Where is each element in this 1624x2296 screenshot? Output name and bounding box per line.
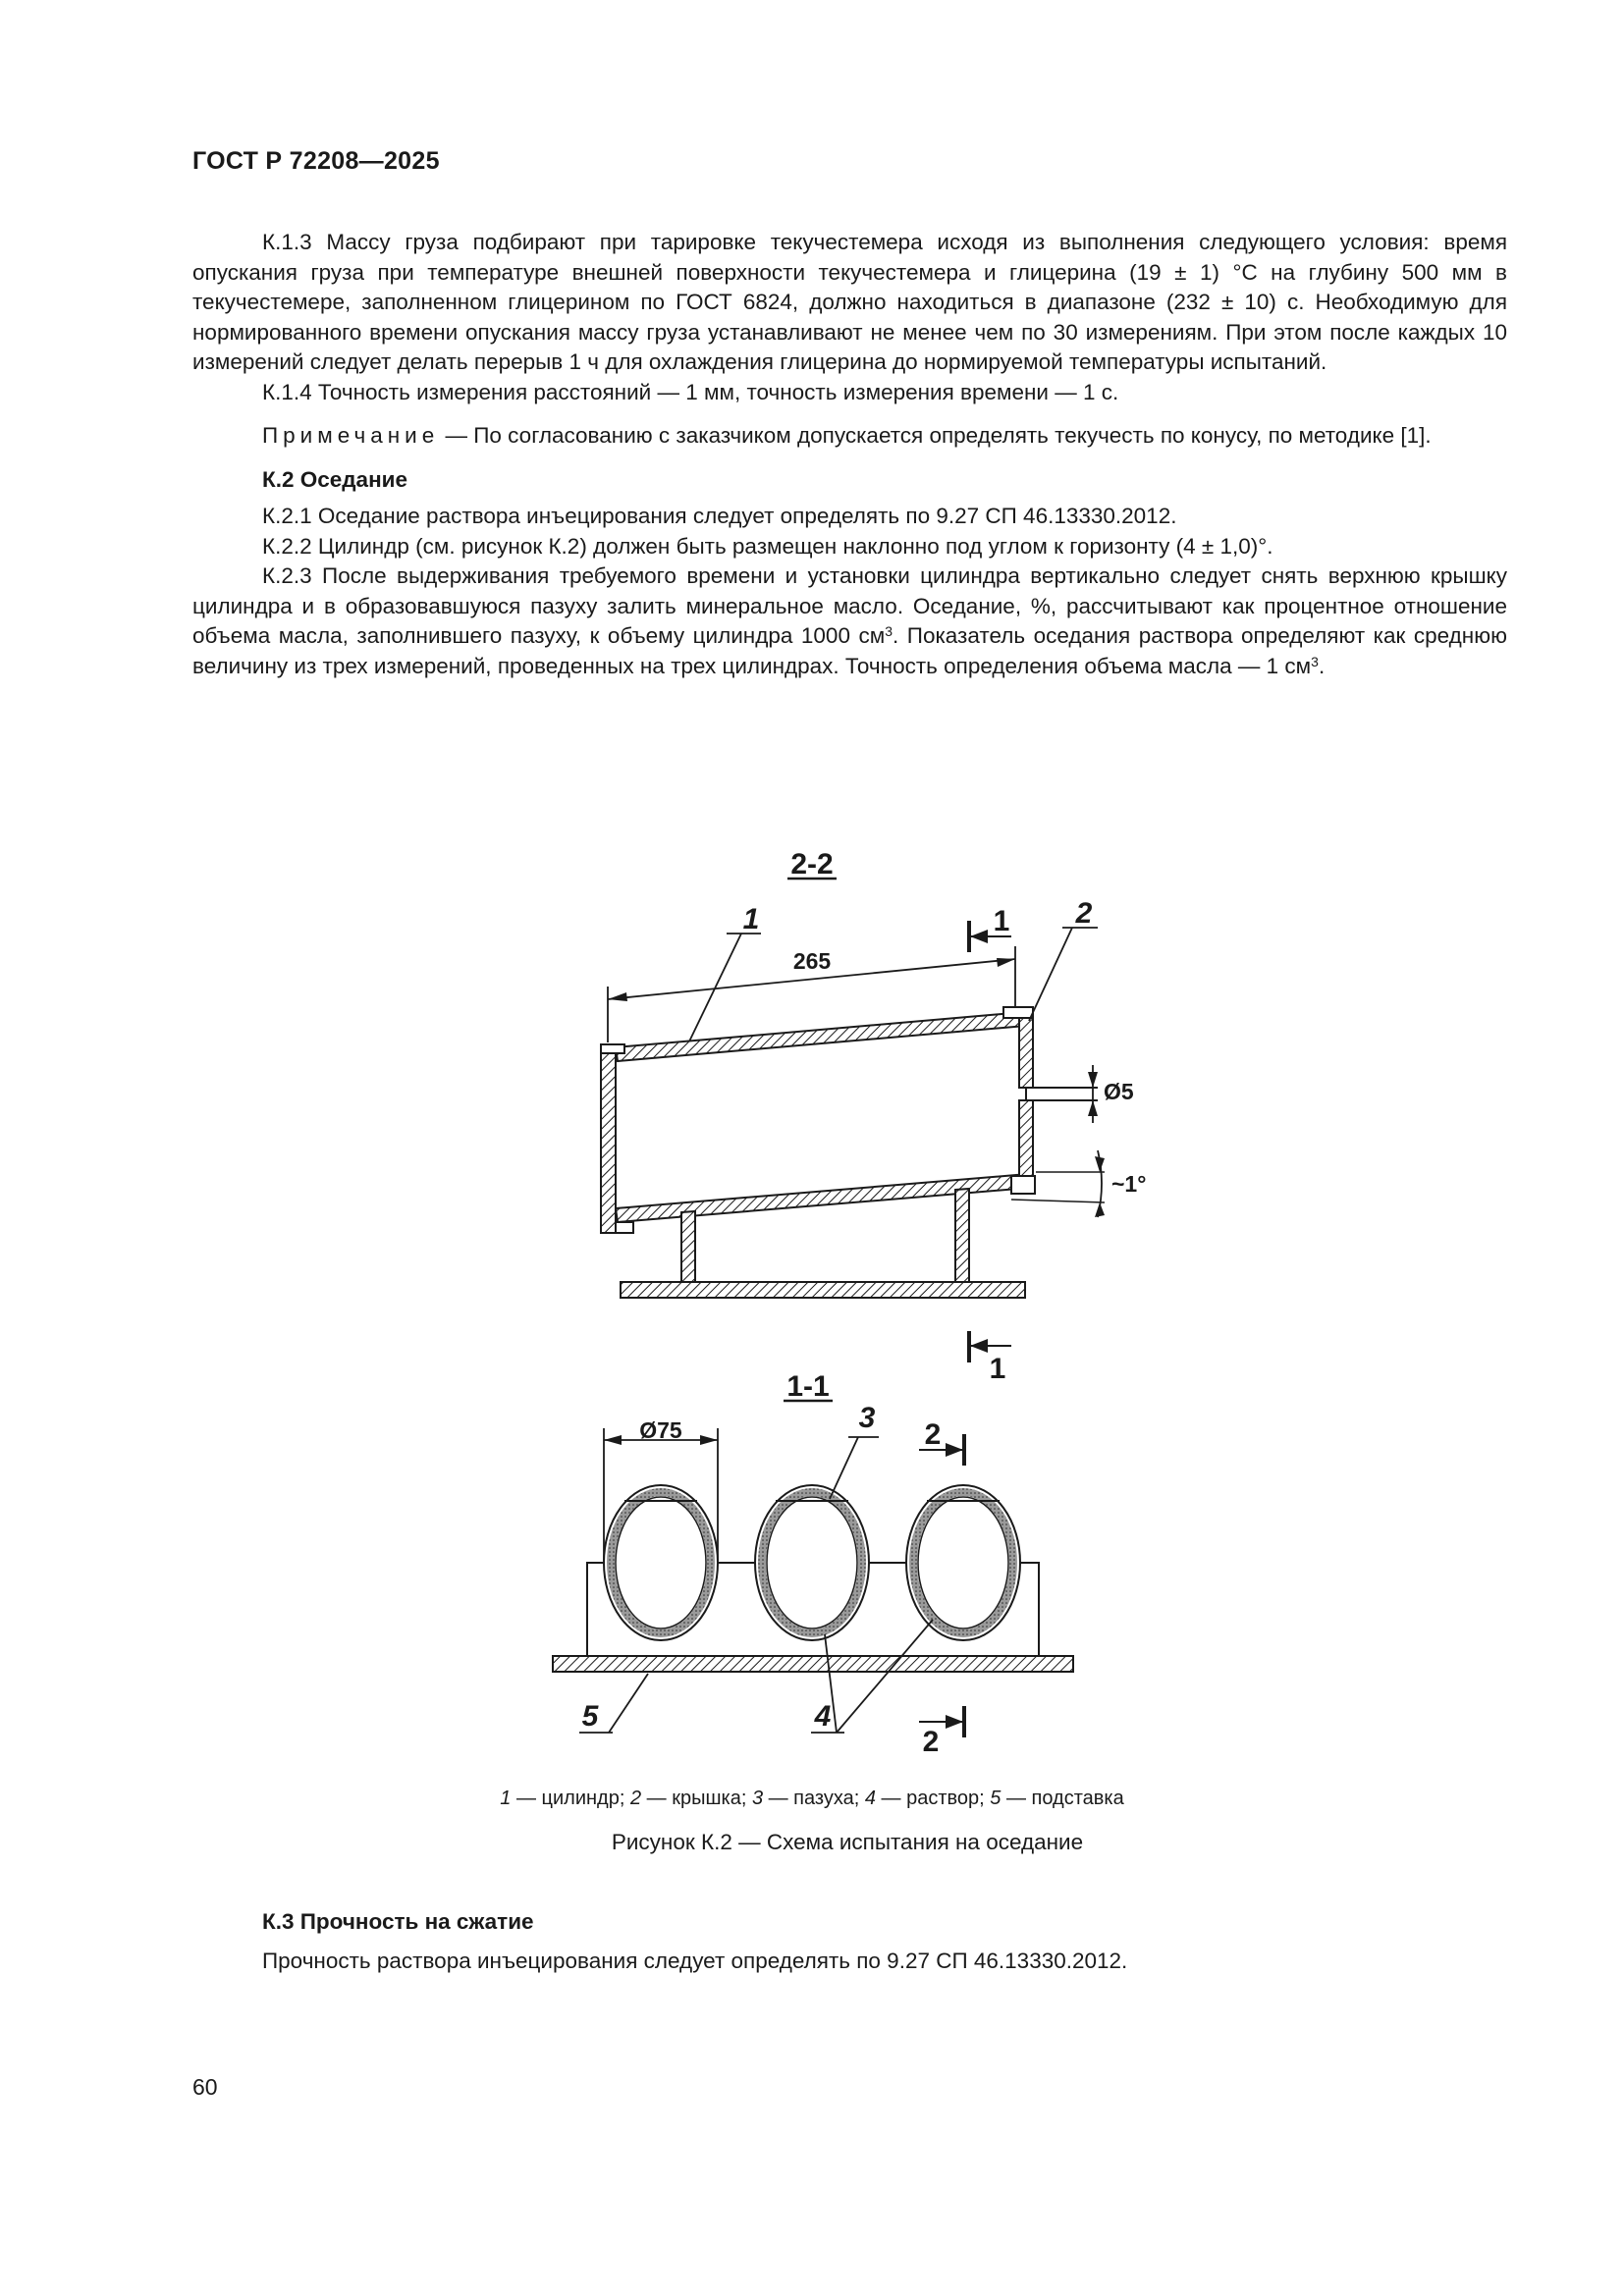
view-1-1: [553, 1370, 1073, 1758]
base-stand: [621, 1282, 1025, 1298]
callout-2: 2: [1075, 897, 1093, 930]
heading-k3: К.3 Прочность на сжатие: [262, 1909, 534, 1934]
paragraph-k2-2: К.2.2 Цилиндр (см. рисунок К.2) должен быть размещен наклонно под углом к горизонту (4 ± 1,0)°.: [262, 533, 1273, 559]
heading-k2: К.2 Оседание: [262, 466, 408, 492]
view-2-2: [601, 848, 1146, 1385]
figure-legend: 1 — цилиндр; 2 — крышка; 3 — пазуха; 4 — раствор; 5 — подставка: [500, 1788, 1124, 1809]
document-header: ГОСТ Р 72208—2025: [192, 147, 440, 175]
paragraph-k3: Прочность раствора инъецирования следует определять по 9.27 СП 46.13330.2012.: [262, 1949, 1128, 1973]
paragraph-k1-4: К.1.4 Точность измерения расстояний — 1 мм, точность измерения времени — 1 с.: [262, 379, 1119, 404]
figure-caption: Рисунок К.2 — Схема испытания на оседание: [611, 1830, 1084, 1854]
dim-length: 265: [792, 948, 832, 974]
view-label-2-2: 2-2: [790, 848, 834, 881]
callout-4: 4: [814, 1700, 832, 1733]
section-k3: [192, 1906, 1507, 1976]
dim-diameter: Ø75: [639, 1417, 682, 1443]
dim-hole: Ø5: [1104, 1079, 1134, 1104]
cylinder-left-end: [601, 1046, 616, 1233]
paragraph-k2-1: К.2.1 Оседание раствора инъецирования следует определять по 9.27 СП 46.13330.2012.: [262, 504, 1177, 528]
section-mark-1-top: 1: [993, 905, 1010, 937]
view-label-1-1: 1-1: [786, 1370, 830, 1403]
note-label: Примечание: [262, 423, 440, 448]
support-right: [955, 1189, 969, 1282]
base-stand-section: [553, 1656, 1073, 1672]
section-mark-1-bottom: 1: [989, 1353, 1006, 1385]
section-mark-2-top: 2: [924, 1418, 942, 1451]
support-left: [681, 1211, 695, 1282]
paragraph-k2-3: К.2.3 После выдерживания требуемого времени и установки цилиндра вертикально следует снять верхнюю крышку цилиндра и в образовавшуюся пазуху залить минеральное масло. Оседание, %, рассчитывают как процентное отношение объема масла, заполнившего пазуху, к объему цилиндра 1000 $см^3$. Показатель оседания раствора определяют как среднюю величину из трех измерений, проведенных на трех цилиндрах. Точность определения объема масла — 1 $см^3$.: [192, 563, 1507, 678]
callout-3: 3: [858, 1402, 876, 1434]
cylinder-top-wall: [616, 1012, 1026, 1061]
dim-angle: ~1°: [1111, 1171, 1147, 1197]
page-number: 60: [192, 2074, 218, 2100]
paragraph-k1-3: К.1.3 Массу груза подбирают при тарировке текучестемера исходя из выполнения следующего условия: время опускания груза при температуре внешней поверхности текучестемера и глицерина (19 ± 1) °С на глубину 500 мм в текучестемере, заполненном глицерином по ГОСТ 6824, должно находиться в диапазоне (232 ± 10) с. Необходимую для нормированного времени опускания массу груза устанавливают не менее чем по 30 измерениям. При этом после каждых 10 измерений следует делать перерыв 1 ч для охлаждения глицерина до нормируемой температуры испытаний.: [192, 230, 1507, 374]
note-text: — По согласованию с заказчиком допускается определять текучесть по конусу, по методике [1].: [439, 423, 1432, 448]
callout-1: 1: [742, 903, 760, 935]
section-mark-2-bottom: 2: [922, 1726, 940, 1758]
callout-5: 5: [581, 1700, 599, 1733]
